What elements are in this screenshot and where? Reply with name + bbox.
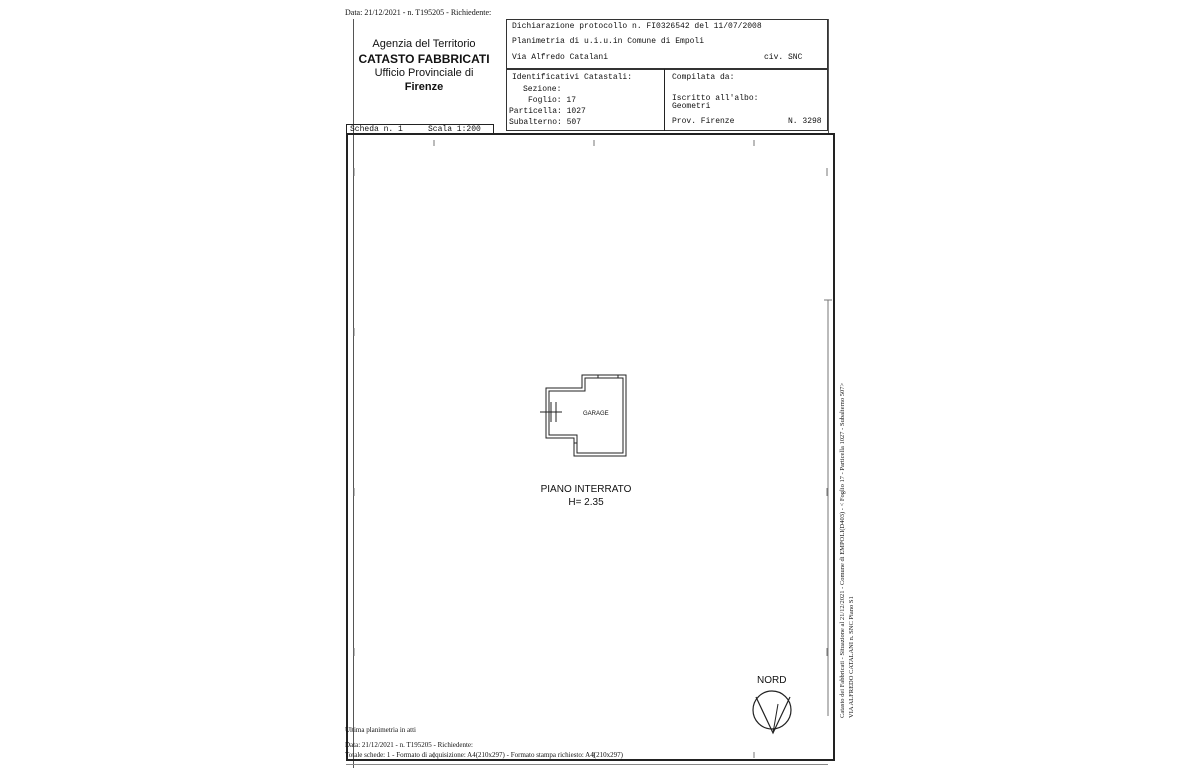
identifiers-foglio: Foglio: 17 xyxy=(528,96,577,105)
compiled-albo: Iscritto all'albo: xyxy=(672,94,759,103)
declaration-municipality: Planimetria di u.i.u.in Comune di Empoli xyxy=(512,37,705,46)
compiled-title: Compilata da: xyxy=(672,73,735,82)
compiled-albo-value: Geometri xyxy=(672,102,711,111)
header-request-line: Data: 21/12/2021 - n. T195205 - Richiedente: xyxy=(345,8,492,17)
room-label-garage: GARAGE xyxy=(583,411,609,417)
agency-office: Ufficio Provinciale di xyxy=(374,67,474,79)
floor-height: H= 2.35 xyxy=(568,497,604,508)
sheet-scale: Scala 1:200 xyxy=(428,125,481,134)
footer-rule xyxy=(346,764,828,765)
identifiers-particella: Particella: 1027 xyxy=(509,107,586,116)
agency-name: Agenzia del Territorio xyxy=(372,38,476,50)
floor-name: PIANO INTERRATO xyxy=(540,484,632,495)
identifiers-sezione: Sezione: xyxy=(523,85,562,94)
frame-ticks xyxy=(354,140,832,758)
agency-city: Firenze xyxy=(404,81,444,93)
sheet-number: Scheda n. 1 xyxy=(350,125,403,134)
side-text-situation: Catasto dei Fabbricati - Situazione al 21/12/2021 - Comune di EMPOLI(D403) - < Foglio 17 - Particella 1027 - Subalterno 507> xyxy=(839,382,846,718)
north-compass-icon xyxy=(753,691,791,733)
compiled-number: N. 3298 xyxy=(788,117,822,126)
footer-last-plan: Ultima planimetria in atti xyxy=(345,726,416,734)
north-label: NORD xyxy=(757,675,787,686)
declaration-civic: civ. SNC xyxy=(764,53,803,62)
identifiers-title: Identificativi Catastali: xyxy=(512,73,633,82)
declaration-address: Via Alfredo Catalani xyxy=(512,53,609,62)
compiled-province: Prov. Firenze xyxy=(672,117,735,126)
identifiers-subalterno: Subalterno: 507 xyxy=(509,118,582,127)
footer-request-line: Data: 21/12/2021 - n. T195205 - Richiedente: xyxy=(345,741,473,749)
declaration-protocol: Dichiarazione protocollo n. FI0326542 del 11/07/2008 xyxy=(512,22,762,31)
agency-registry: CATASTO FABBRICATI xyxy=(358,52,490,66)
footer-totals: Totale schede: 1 - Formato di acquisizione: A4(210x297) - Formato stampa richiesto: A4(210x297) xyxy=(345,751,623,759)
side-text-address: VIA ALFREDO CATALANI n. SNC Piano S1 xyxy=(848,596,855,718)
garage-details xyxy=(540,375,618,443)
